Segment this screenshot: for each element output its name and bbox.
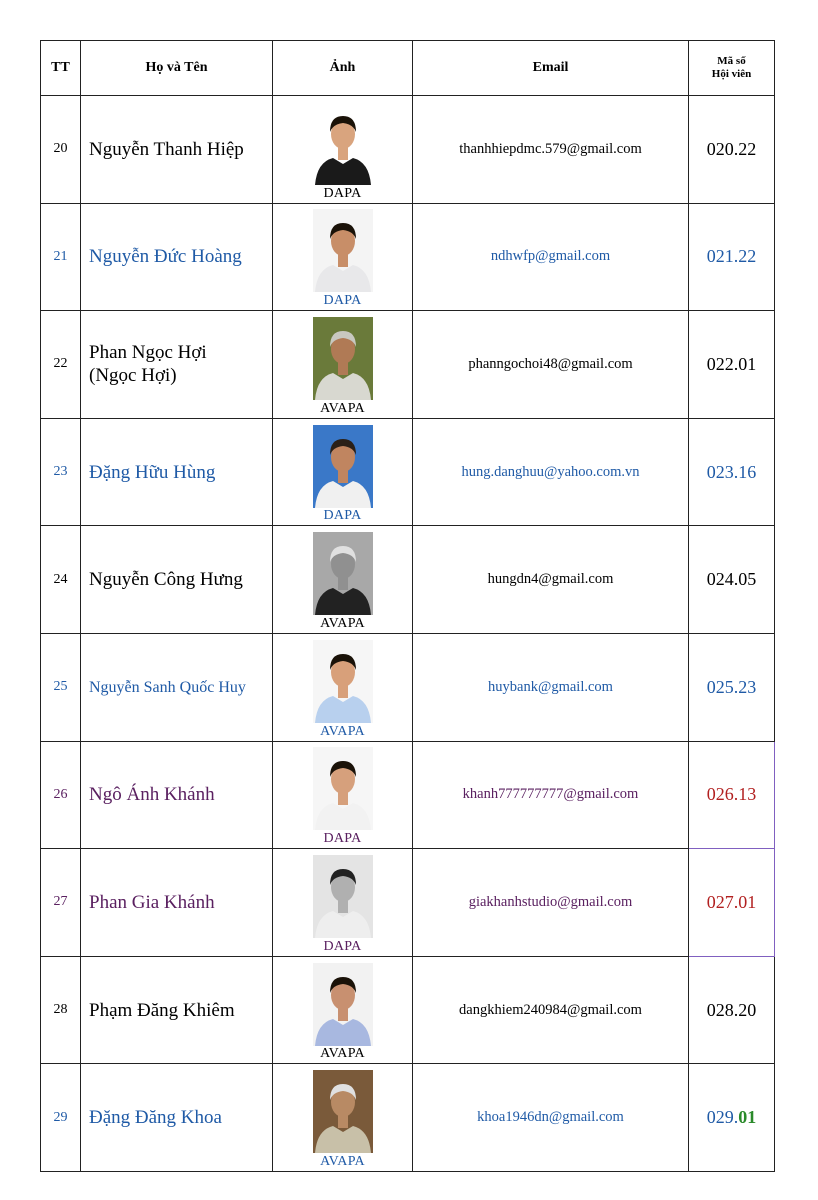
member-code — [689, 203, 775, 311]
table-row — [41, 311, 775, 419]
row-number: 21 — [41, 203, 81, 311]
member-email: khoa1946dn@gmail.com — [413, 1064, 689, 1172]
member-name — [81, 311, 273, 419]
member-photo — [313, 317, 373, 400]
club-label: AVAPA — [320, 400, 365, 416]
member-name-line1: Nguyễn Thanh Hiệp — [89, 138, 244, 160]
member-email: hung.danghuu@yahoo.com.vn — [413, 418, 689, 526]
club-label: DAPA — [323, 293, 362, 309]
member-email: dangkhiem240984@gmail.com — [413, 956, 689, 1064]
member-name-line1: Nguyễn Đức Hoàng — [89, 246, 242, 268]
member-name-line1: Phan Ngọc Hợi — [89, 342, 207, 364]
member-email: khanh777777777@gmail.com — [413, 741, 689, 849]
row-number: 28 — [41, 956, 81, 1064]
member-email: ndhwfp@gmail.com — [413, 203, 689, 311]
member-name-line1: Ngô Ánh Khánh — [89, 784, 215, 806]
row-number: 26 — [41, 741, 81, 849]
member-code — [689, 526, 775, 634]
member-code — [689, 1064, 775, 1172]
member-photo-cell — [273, 96, 413, 204]
row-number: 25 — [41, 633, 81, 741]
table-row — [41, 741, 775, 849]
member-code-suffix: 01 — [738, 1107, 757, 1128]
header-member-code — [689, 41, 775, 96]
club-label: AVAPA — [320, 615, 365, 631]
member-code — [689, 418, 775, 526]
member-photo — [313, 102, 373, 185]
row-number: 20 — [41, 96, 81, 204]
member-photo — [313, 1070, 373, 1153]
member-photo — [313, 209, 373, 292]
member-name-line1: Phan Gia Khánh — [89, 891, 215, 913]
member-code-main: 023.16 — [706, 461, 757, 482]
club-label: DAPA — [323, 508, 362, 524]
member-name-line1: Nguyễn Sanh Quốc Huy — [89, 678, 246, 696]
header-tt: TT — [41, 41, 81, 96]
header-photo: Ảnh — [273, 41, 413, 96]
member-photo-cell — [273, 1064, 413, 1172]
row-number: 27 — [41, 849, 81, 957]
member-photo — [313, 425, 373, 508]
member-name — [81, 526, 273, 634]
header-name: Họ và Tên — [81, 41, 273, 96]
member-photo — [313, 640, 373, 723]
member-code — [689, 96, 775, 204]
member-name — [81, 203, 273, 311]
member-photo — [313, 747, 373, 830]
row-number: 29 — [41, 1064, 81, 1172]
member-code — [689, 956, 775, 1064]
table-row — [41, 96, 775, 204]
member-code-main: 028.20 — [706, 999, 757, 1020]
club-label: AVAPA — [320, 723, 365, 739]
member-photo-cell — [273, 956, 413, 1064]
member-name — [81, 418, 273, 526]
member-email: huybank@gmail.com — [413, 633, 689, 741]
member-code-main: 027.01 — [706, 891, 757, 912]
member-code-main: 029. — [706, 1107, 739, 1128]
header-code-line2: Hội viên — [711, 68, 752, 80]
header-row — [41, 41, 775, 96]
member-photo-cell — [273, 203, 413, 311]
member-email: thanhhiepdmc.579@gmail.com — [413, 96, 689, 204]
member-code-main: 020.22 — [706, 138, 757, 159]
member-name — [81, 849, 273, 957]
table-row — [41, 418, 775, 526]
header-code-line1: Mã số — [717, 55, 746, 67]
member-name-line2: (Ngọc Hợi) — [89, 365, 177, 387]
member-photo — [313, 855, 373, 938]
table-row — [41, 956, 775, 1064]
member-photo-cell — [273, 418, 413, 526]
member-name-line1: Nguyễn Công Hưng — [89, 569, 243, 591]
table-row — [41, 203, 775, 311]
member-code — [689, 849, 775, 957]
club-label: DAPA — [323, 831, 362, 847]
member-code — [689, 311, 775, 419]
row-number: 23 — [41, 418, 81, 526]
member-name — [81, 633, 273, 741]
member-photo-cell — [273, 526, 413, 634]
member-code-main: 026.13 — [706, 784, 757, 805]
header-email: Email — [413, 41, 689, 96]
member-code — [689, 741, 775, 849]
table-row — [41, 849, 775, 957]
member-email: giakhanhstudio@gmail.com — [413, 849, 689, 957]
member-email: hungdn4@gmail.com — [413, 526, 689, 634]
member-name — [81, 741, 273, 849]
club-label: DAPA — [323, 938, 362, 954]
member-photo — [313, 532, 373, 615]
member-name — [81, 1064, 273, 1172]
member-code — [689, 633, 775, 741]
row-number: 22 — [41, 311, 81, 419]
table-row — [41, 526, 775, 634]
member-email: phanngochoi48@gmail.com — [413, 311, 689, 419]
row-number: 24 — [41, 526, 81, 634]
member-name — [81, 96, 273, 204]
member-photo — [313, 963, 373, 1046]
member-code-main: 022.01 — [706, 353, 757, 374]
table-row — [41, 633, 775, 741]
member-photo-cell — [273, 849, 413, 957]
member-code-main: 024.05 — [706, 569, 757, 590]
club-label: DAPA — [323, 185, 362, 201]
member-name-line1: Phạm Đăng Khiêm — [89, 999, 235, 1021]
member-code-main: 021.22 — [706, 246, 757, 267]
member-code-main: 025.23 — [706, 676, 757, 697]
member-name-line1: Đặng Hữu Hùng — [89, 461, 216, 483]
club-label: AVAPA — [320, 1153, 365, 1169]
members-table — [40, 40, 775, 1172]
member-name — [81, 956, 273, 1064]
member-photo-cell — [273, 741, 413, 849]
member-name-line1: Đặng Đăng Khoa — [89, 1107, 222, 1129]
member-photo-cell — [273, 311, 413, 419]
table-row — [41, 1064, 775, 1172]
member-photo-cell — [273, 633, 413, 741]
club-label: AVAPA — [320, 1046, 365, 1062]
